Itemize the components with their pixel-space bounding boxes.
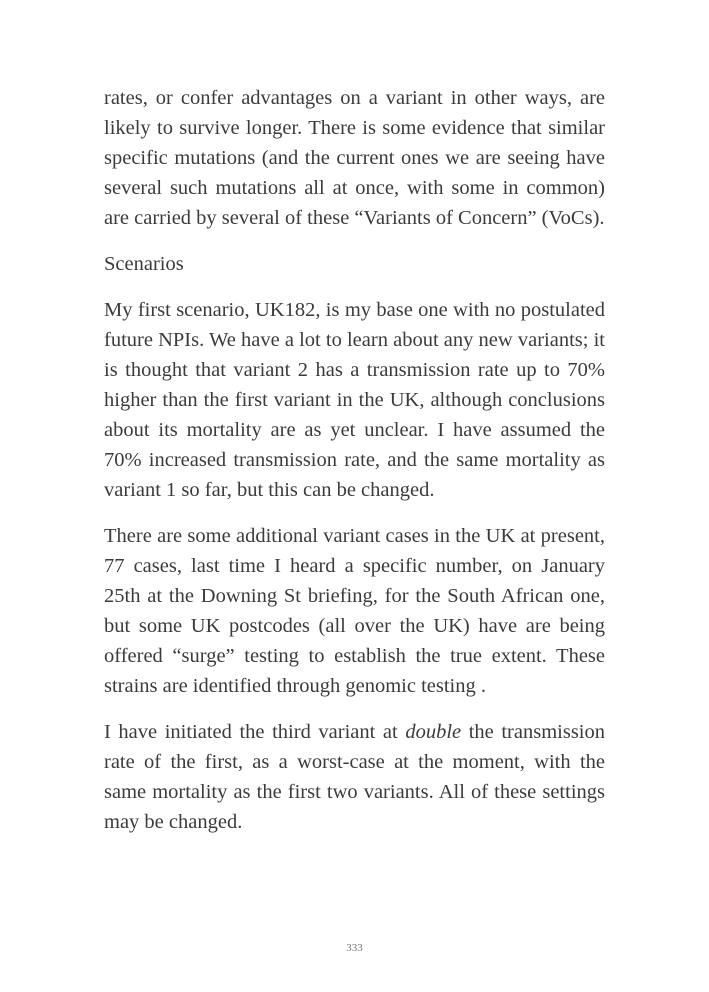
paragraph-additional-variant-cases: There are some additional variant cases in the UK at present, 77 cases, last time I heard a specific number, on January 25th at the Downing St briefing, for the South African one, but some UK postcodes (all over the UK) have are being offered “surge” testing to establish the true extent. These strains are identified through genomic testing . — [104, 525, 605, 697]
emphasis-double: double — [405, 721, 462, 743]
paragraph-third-variant-start: I have initiated the third variant at — [104, 721, 406, 743]
page-number: 333 — [346, 942, 363, 954]
paragraph-variants-of-concern: rates, or confer advantages on a variant in other ways, are likely to survive longer. There is some evidence that similar specific mutations (and the current ones we are seeing have several such mutations all at once, with some in common) are carried by several of these “Variants of Concern” (VoCs). — [104, 87, 605, 229]
page-body — [104, 83, 605, 853]
paragraph-third-variant-end: the transmission rate of the first, as a worst-case at the moment, with the same mortality as the first two variants. All of these settings may be changed. — [104, 721, 605, 833]
section-heading-scenarios: Scenarios — [104, 253, 184, 275]
paragraph-third-variant — [104, 717, 605, 837]
paragraph-first-scenario: My first scenario, UK182, is my base one with no postulated future NPIs. We have a lot to learn about any new variants; it is thought that variant 2 has a transmission rate up to 70% higher than the first variant in the UK, although conclusions about its mortality are as yet unclear. I have assumed the 70% increased transmission rate, and the same mortality as variant 1 so far, but this can be changed. — [104, 299, 605, 501]
